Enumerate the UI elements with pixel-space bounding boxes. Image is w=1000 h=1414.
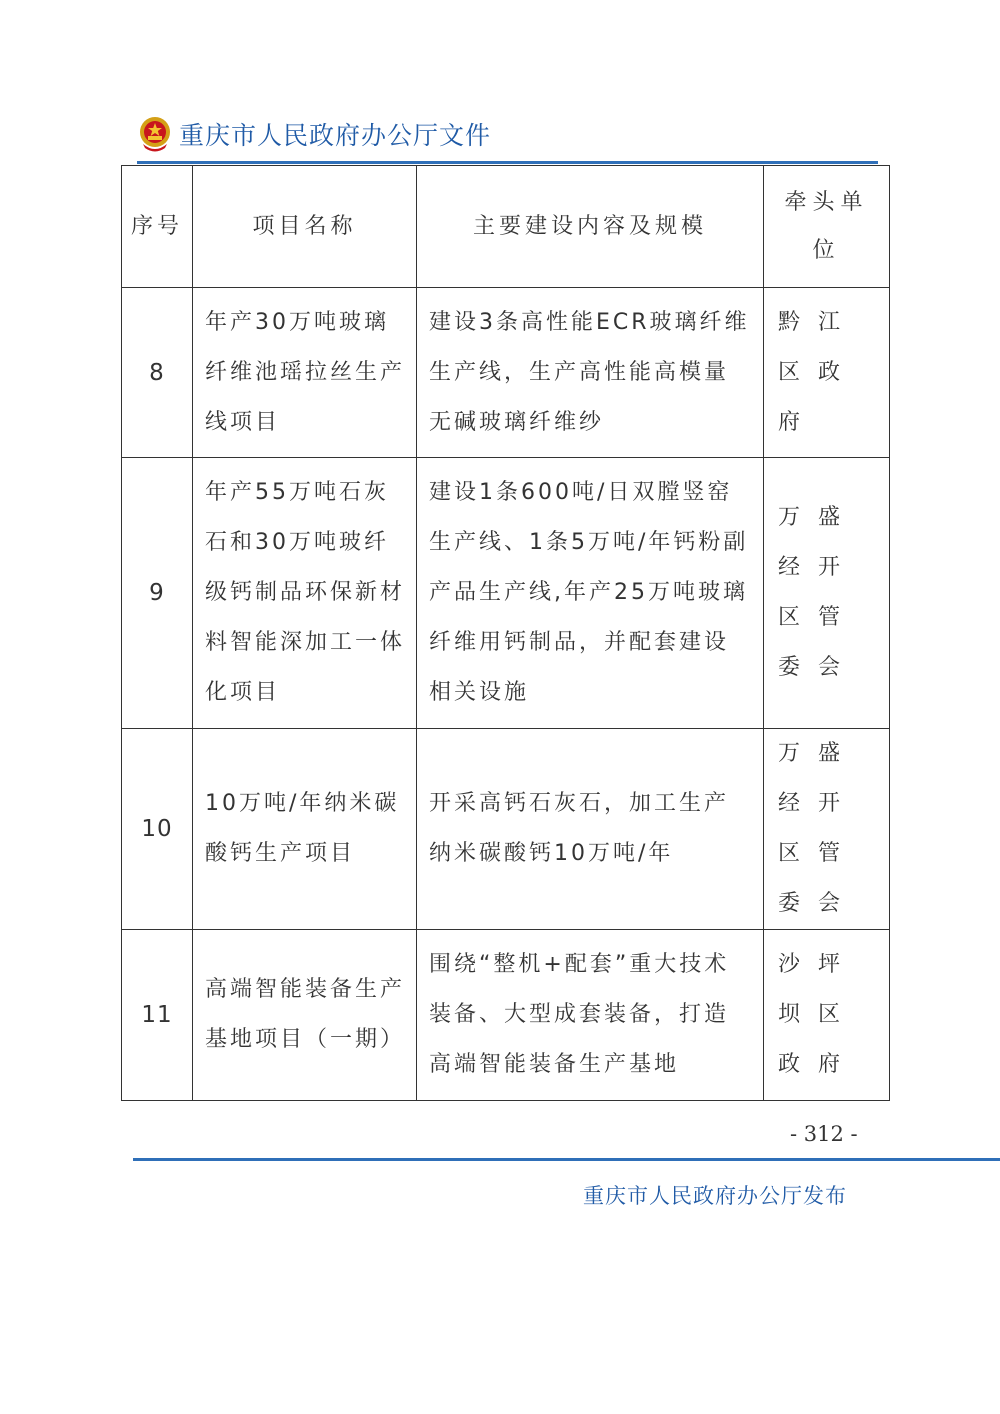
row-number: 11 <box>122 930 193 1101</box>
footer-divider <box>133 1158 1000 1161</box>
lead-unit-cell <box>764 729 890 930</box>
lead-unit: 黔江区政府 <box>778 309 859 435</box>
project-name: 10万吨/年纳米碳酸钙生产项目 <box>205 791 400 866</box>
page-number: - 312 - <box>790 1122 858 1146</box>
project-content: 建设1条600吨/日双膛竖窑生产线、1条5万吨/年钙粉副产品生产线,年产25万吨玻璃纤维用钙制品，并配套建设相关设施 <box>429 480 749 705</box>
project-name-cell <box>193 729 417 930</box>
table-row <box>122 288 890 458</box>
table-row <box>122 930 890 1101</box>
project-content-cell <box>417 729 764 930</box>
lead-unit-cell <box>764 458 890 729</box>
project-name-cell <box>193 458 417 729</box>
document-header-title: 重庆市人民政府办公厅文件 <box>179 121 492 150</box>
project-content-cell <box>417 458 764 729</box>
column-header-content: 主要建设内容及规模 <box>417 166 764 288</box>
header-divider <box>137 161 878 164</box>
project-content-cell <box>417 930 764 1101</box>
table-row <box>122 458 890 729</box>
project-content: 开采高钙石灰石，加工生产纳米碳酸钙10万吨/年 <box>429 791 730 866</box>
lead-unit-cell <box>764 288 890 458</box>
project-name: 年产30万吨玻璃纤维池瑶拉丝生产线项目 <box>205 309 406 435</box>
project-name-cell <box>193 288 417 458</box>
row-number: 10 <box>122 729 193 930</box>
project-name: 高端智能装备生产基地项目（一期） <box>205 977 406 1052</box>
row-number: 9 <box>122 458 193 729</box>
column-header-no: 序号 <box>122 166 193 288</box>
project-table <box>121 165 890 1101</box>
project-content: 建设3条高性能ECR玻璃纤维生产线，生产高性能高模量无碱玻璃纤维纱 <box>429 309 750 435</box>
lead-unit: 万盛经开区管委会 <box>778 505 859 680</box>
table-header-row <box>122 166 890 288</box>
table-row <box>122 729 890 930</box>
project-name-cell <box>193 930 417 1101</box>
column-header-unit <box>764 166 890 288</box>
row-number: 8 <box>122 288 193 458</box>
project-content-cell <box>417 288 764 458</box>
column-header-name: 项目名称 <box>193 166 417 288</box>
lead-unit: 沙坪坝区政府 <box>778 952 859 1077</box>
project-content: 围绕“整机+配套”重大技术装备、大型成套装备，打造高端智能装备生产基地 <box>429 952 730 1077</box>
footer-publisher: 重庆市人民政府办公厅发布 <box>583 1184 847 1208</box>
lead-unit-cell <box>764 930 890 1101</box>
project-name: 年产55万吨石灰石和30万吨玻纤级钙制品环保新材料智能深加工一体化项目 <box>205 480 406 705</box>
national-emblem-icon <box>137 114 173 154</box>
document-header <box>137 112 491 156</box>
lead-unit: 万盛经开区管委会 <box>778 741 859 916</box>
column-header-unit-label: 牵头单位 <box>784 189 869 263</box>
